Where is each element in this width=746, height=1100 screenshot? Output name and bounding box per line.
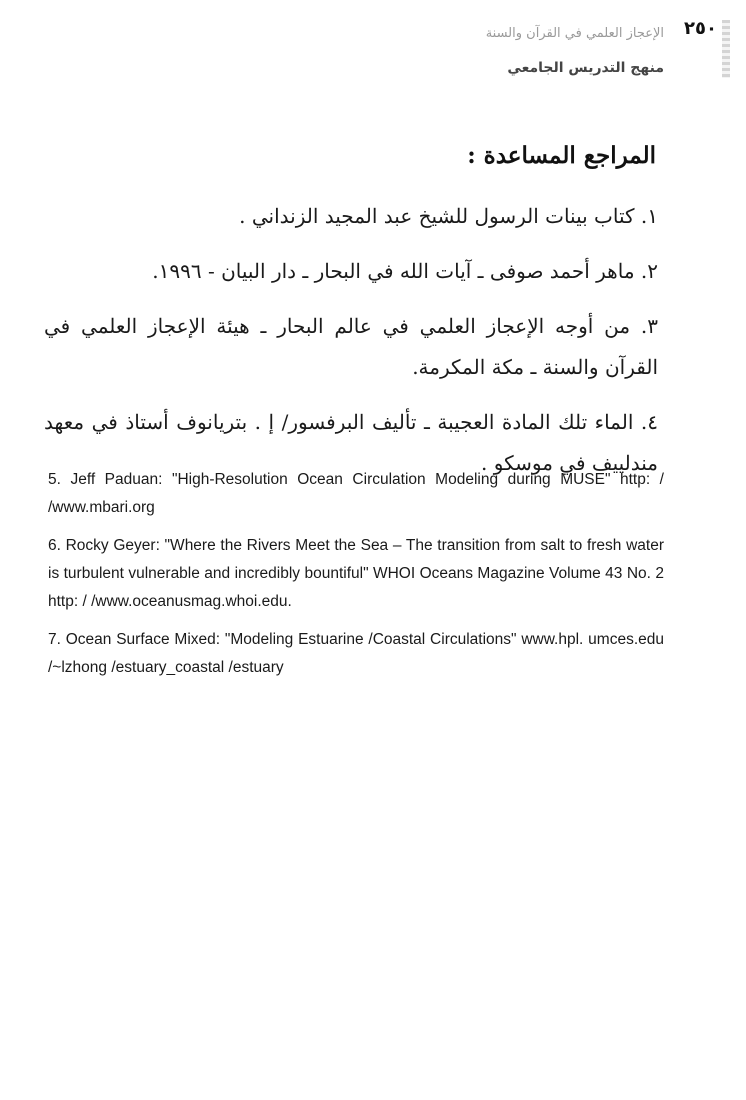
arabic-reference-list	[44, 196, 658, 498]
reference-item-4: ٤. الماء تلك المادة العجيبة ـ تأليف البرفسور/ إ . بتريانوف أستاذ في معهد مندلييف في موسكو .	[44, 410, 658, 475]
english-reference-list	[48, 466, 664, 692]
reference-item-3: ٣. من أوجه الإعجاز العلمي في عالم البحار ـ هيئة الإعجاز العلمي في القرآن والسنة ـ مكة المكرمة.	[44, 314, 658, 379]
reference-item-2: ٢. ماهر أحمد صوفى ـ آيات الله في البحار ـ دار البيان - ١٩٩٦.	[152, 259, 658, 283]
reference-item-1: ١. كتاب بينات الرسول للشيخ عبد المجيد الزنداني .	[239, 204, 658, 228]
reference-item-7: 7. Ocean Surface Mixed: "Modeling Estuarine /Coastal Circulations" www.hpl. umces.edu /~lzhong /estuary_coastal /estuary	[48, 631, 664, 676]
running-title: الإعجاز العلمي في القرآن والسنة	[485, 26, 664, 41]
running-subtitle: منهج التدريس الجامعي	[507, 60, 664, 76]
page-edge-mark	[722, 20, 730, 78]
page-number: ٢٥٠	[684, 18, 717, 39]
section-heading: المراجع المساعدة :	[467, 142, 656, 169]
running-header	[486, 24, 664, 80]
reference-item-5: 5. Jeff Paduan: "High-Resolution Ocean Circulation Modeling during MUSE" http: / /www.mbari.org	[48, 471, 664, 516]
reference-item-6: 6. Rocky Geyer: "Where the Rivers Meet the Sea – The transition from salt to fresh water is turbulent vulnerable and incredibly bountiful" WHOI Oceans Magazine Volume 43 No. 2 http: / /www.oceanusmag.whoi.edu.	[48, 537, 664, 610]
